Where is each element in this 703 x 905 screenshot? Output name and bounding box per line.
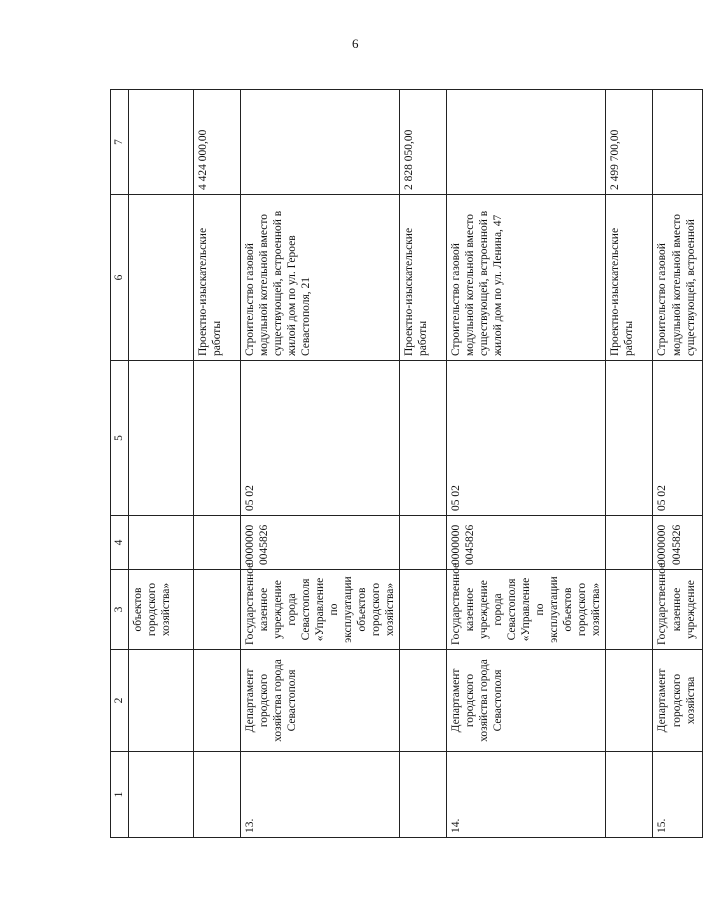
cell-institution: объектов городского хозяйства» <box>129 570 194 650</box>
cell-institution: Государственное казенное учреждение города Севастополя «Управление по эксплуатации объектов городского хозяйства» <box>241 570 400 650</box>
cell-section <box>194 361 241 516</box>
cell-institution <box>194 570 241 650</box>
cell-object: Проектно-изыскательские работы <box>400 195 447 361</box>
page-number: 6 <box>352 36 359 51</box>
cell-department <box>400 650 447 752</box>
cell-section: 05 02 <box>653 361 703 516</box>
cell-department <box>194 650 241 752</box>
cell-department: Департамент городского хозяйства <box>653 650 703 752</box>
cell-amount-7 <box>653 90 703 195</box>
cell-amount-7 <box>241 90 400 195</box>
table-row <box>241 90 400 838</box>
cell-amount-7: 4 424 000,00 <box>194 90 241 195</box>
cell-code <box>400 516 447 570</box>
cell-amount-7: 2 499 700,00 <box>606 90 653 195</box>
cell-object: Строительство газовой модульной котельной вместо существующей, встроенной в жилой дом по ул. Героев Севастополя, 21 <box>241 195 400 361</box>
cell-section: 05 02 <box>447 361 606 516</box>
cell-code <box>129 516 194 570</box>
cell-number: 13. <box>241 752 400 838</box>
cell-code <box>606 516 653 570</box>
col-header-6: 6 <box>111 195 129 361</box>
cell-object: Проектно-изыскательские работы <box>194 195 241 361</box>
col-header-2: 2 <box>111 650 129 752</box>
col-header-7: 7 <box>111 90 129 195</box>
cell-section <box>400 361 447 516</box>
cell-department: Департамент городского хозяйства города Севастополя <box>447 650 606 752</box>
table-row <box>400 90 447 838</box>
table-row <box>447 90 606 838</box>
cell-amount-7 <box>447 90 606 195</box>
cell-amount-7: 2 828 050,00 <box>400 90 447 195</box>
cell-section <box>606 361 653 516</box>
cell-department <box>129 650 194 752</box>
cell-object: Проектно-изыскательские работы <box>606 195 653 361</box>
cell-amount-7 <box>129 90 194 195</box>
cell-section: 05 02 <box>241 361 400 516</box>
cell-department <box>606 650 653 752</box>
cell-number <box>129 752 194 838</box>
budget-table <box>110 89 703 838</box>
cell-object: Строительство газовой модульной котельной вместо существующей, встроенной в жилой дом по ул. Ленина, 47 <box>447 195 606 361</box>
cell-code: 0000000 0045826 <box>447 516 606 570</box>
cell-number <box>606 752 653 838</box>
cell-department: Департамент городского хозяйства города Севастополя <box>241 650 400 752</box>
rotated-table-wrapper <box>110 90 697 838</box>
cell-code: 0000000 0045826 <box>241 516 400 570</box>
cell-section <box>129 361 194 516</box>
table-row <box>606 90 653 838</box>
cell-number: 15. <box>653 752 703 838</box>
col-header-1: 1 <box>111 752 129 838</box>
col-header-5: 5 <box>111 361 129 516</box>
cell-number <box>194 752 241 838</box>
cell-object: Строительство газовой модульной котельной вместо существующей, встроенной <box>653 195 703 361</box>
cell-object <box>129 195 194 361</box>
cell-code: 0000000 0045826 <box>653 516 703 570</box>
col-header-4: 4 <box>111 516 129 570</box>
col-header-3: 3 <box>111 570 129 650</box>
cell-institution <box>606 570 653 650</box>
cell-number: 14. <box>447 752 606 838</box>
table-row <box>653 90 703 838</box>
cell-code <box>194 516 241 570</box>
table-row <box>194 90 241 838</box>
cell-institution: Государственное казенное учреждение <box>653 570 703 650</box>
cell-institution: Государственное казенное учреждение города Севастополя «Управление по эксплуатации объектов городского хозяйства» <box>447 570 606 650</box>
cell-institution <box>400 570 447 650</box>
cell-number <box>400 752 447 838</box>
column-number-row <box>111 90 129 838</box>
table-row <box>129 90 194 838</box>
